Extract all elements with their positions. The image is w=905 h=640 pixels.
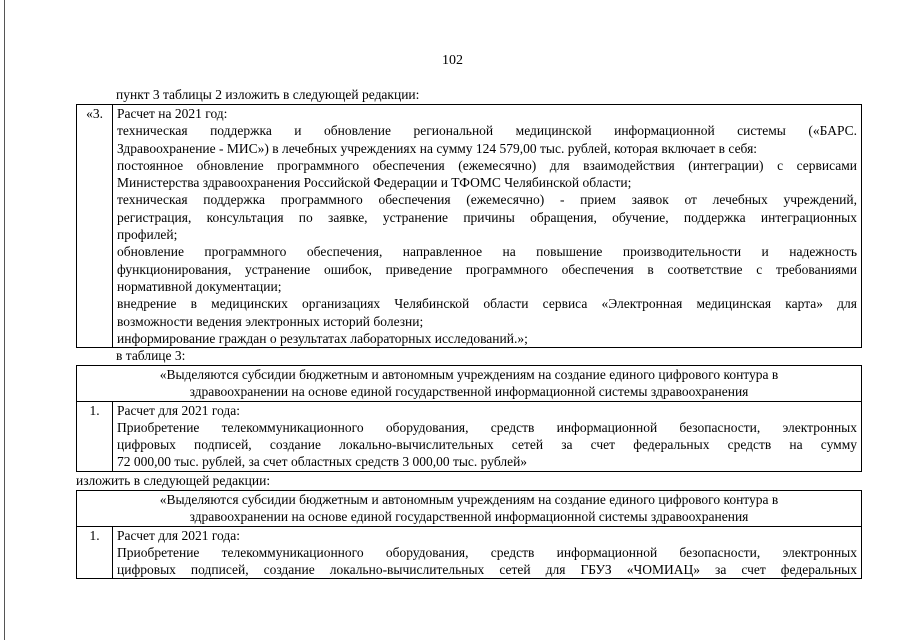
text-line: Расчет на 2021 год: — [117, 106, 228, 121]
intro-paragraph-table2: пункт 3 таблицы 2 изложить в следующей редакции: — [116, 87, 420, 102]
row-number: «3. — [77, 105, 113, 348]
text-line: 72 000,00 тыс. рублей, за счет областных средств 3 000,00 тыс. рублей» — [117, 454, 528, 470]
text-line: Приобретение телекоммуникационного оборудования, средств информационной безопасности, электронных — [117, 419, 857, 435]
text-line: техническая поддержка программного обеспечения (ежемесячно) - прием заявок от лечебных учреждений, — [117, 192, 857, 208]
row-text — [113, 401, 862, 471]
text-line: Министерства здравоохранения Российской Федерации и ТФОМС Челябинской области; — [117, 175, 632, 191]
table-heading — [77, 491, 862, 527]
text-line: функционирования, устранение ошибок, приведение программного обеспечения в соответствие с требованиями — [117, 261, 857, 277]
table-row — [77, 526, 862, 579]
text-line: техническая поддержка и обновление региональной медицинской информационной системы («БАРС. — [117, 123, 857, 139]
text-line: нормативной документации; — [117, 278, 282, 294]
text-line: Здравоохранение - МИС») в лечебных учреждениях на сумму 124 579,00 тыс. рублей, которая включает в себя: — [117, 140, 758, 156]
text-line: цифровых подписей, создание локально-вычислительных сетей для ГБУЗ «ЧОМИАЦ» за счет федеральных — [117, 562, 857, 578]
text-line: цифровых подписей, создание локально-вычислительных сетей за счет федеральных средств на сумму — [117, 437, 857, 453]
table-item-3 — [76, 104, 862, 348]
table-3-current — [76, 365, 862, 472]
text-line: внедрение в медицинских организациях Челябинской области сервиса «Электронная медицинская карта» для — [117, 296, 857, 312]
table-row — [77, 105, 862, 348]
page-number: 102 — [442, 53, 463, 68]
row-number: 1. — [77, 526, 113, 579]
text-line: постоянное обновление программного обеспечения (ежемесячно) для взаимодействия (интеграции) с сервисами — [117, 157, 857, 173]
heading-line: здравоохранении на основе единой государственной информационной системы здравоохранения — [189, 509, 749, 525]
table-heading — [77, 366, 862, 402]
row-number: 1. — [77, 401, 113, 471]
heading-line: здравоохранении на основе единой государственной информационной системы здравоохранения — [189, 384, 749, 400]
table-header-row — [77, 491, 862, 527]
intro-paragraph-new-edition: изложить в следующей редакции: — [76, 473, 271, 488]
text-line: Расчет для 2021 года: — [117, 402, 241, 418]
scan-edge-line — [4, 0, 5, 640]
heading-line: «Выделяются субсидии бюджетным и автономным учреждениям на создание единого цифрового контура в — [159, 367, 779, 382]
text-line: регистрация, консультация по заявке, устранение причины обращения, обучение, поддержка интеграционных — [117, 209, 857, 225]
text-line: Приобретение телекоммуникационного оборудования, средств информационной безопасности, электронных — [117, 544, 857, 560]
text-line: профилей; — [117, 227, 178, 243]
heading-line: «Выделяются субсидии бюджетным и автономным учреждениям на создание единого цифрового контура в — [159, 492, 779, 507]
text-line: информирование граждан о результатах лабораторных исследований.»; — [117, 330, 528, 346]
table-3-new — [76, 490, 862, 579]
table-header-row — [77, 366, 862, 402]
row-text — [113, 105, 862, 348]
row-text — [113, 526, 862, 579]
intro-paragraph-table3: в таблице 3: — [116, 348, 186, 363]
text-line: Расчет для 2021 года: — [117, 527, 241, 543]
text-line: возможности ведения электронных историй болезни; — [117, 313, 424, 329]
table-row — [77, 401, 862, 471]
text-line: обновление программного обеспечения, направленное на повышение производительности и надежность — [117, 244, 857, 260]
